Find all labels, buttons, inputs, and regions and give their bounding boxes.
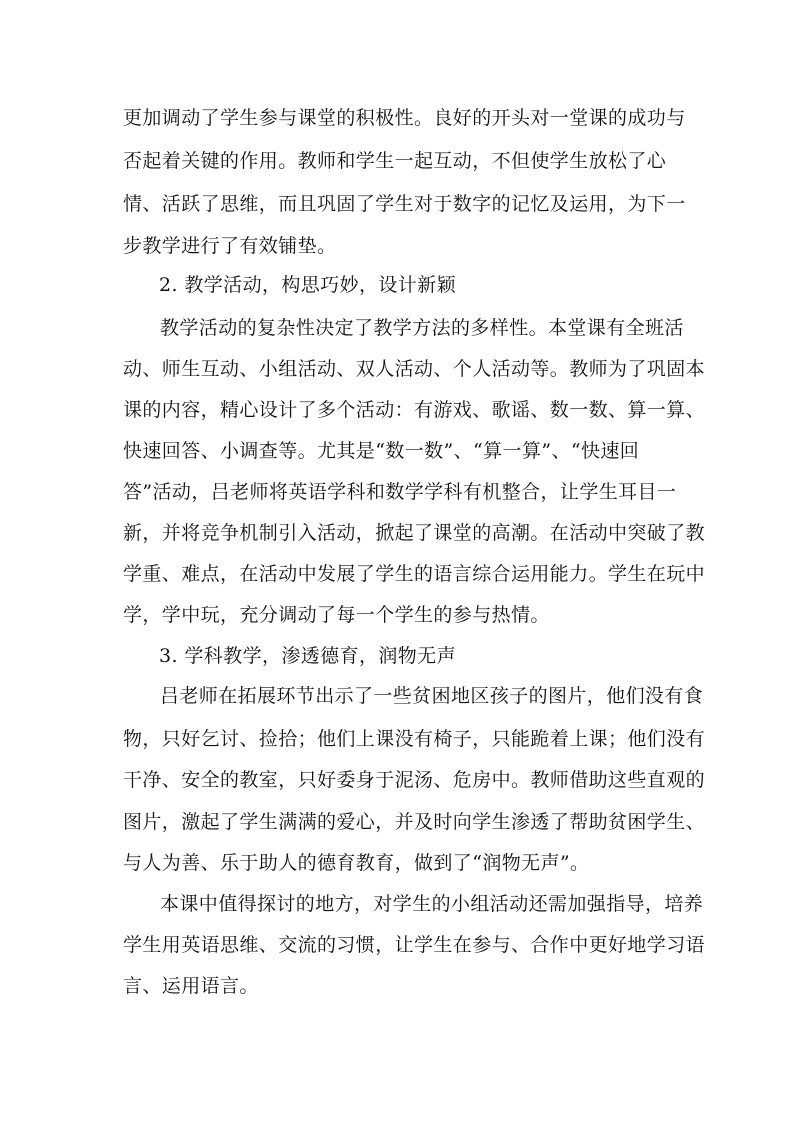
text-line: 学生用英语思维、交流的习惯，让学生在参与、合作中更好地学习语 — [123, 934, 706, 956]
text-line: 学，学中玩，充分调动了每一个学生的参与热情。 — [123, 604, 550, 626]
text-line: 情、活跃了思维，而且巩固了学生对于数字的记忆及运用，为下一 — [123, 193, 686, 215]
text-line: 新，并将竞争机制引入活动，掀起了课堂的高潮。在活动中突破了教 — [123, 522, 706, 544]
text-line: 物，只好乞讨、捡拾；他们上课没有椅子，只能跪着上课；他们没有 — [123, 728, 706, 750]
text-line: 学重、难点，在活动中发展了学生的语言综合运用能力。学生在玩中 — [123, 563, 706, 585]
text-line: 与人为善、乐于助人的德育教育，做到了“润物无声”。 — [123, 852, 590, 874]
text-line: 言、运用语言。 — [123, 975, 259, 997]
text-line: 课的内容，精心设计了多个活动：有游戏、歌谣、数一数、算一算、 — [123, 399, 706, 421]
section-heading: 3. 学科教学，渗透德育，润物无声 — [159, 645, 456, 667]
text-line: 否起着关键的作用。教师和学生一起互动，不但使学生放松了心 — [123, 150, 667, 172]
section-heading: 2. 教学活动，构思巧妙，设计新颖 — [159, 274, 456, 296]
text-line: 步教学进行了有效铺垫。 — [123, 235, 337, 257]
text-line: 干净、安全的教室，只好委身于泥汤、危房中。教师借助这些直观的 — [123, 769, 706, 791]
text-line: 教学活动的复杂性决定了教学方法的多样性。本堂课有全班活 — [160, 317, 684, 339]
text-line: 动、师生互动、小组活动、双人活动、个人活动等。教师为了巩固本 — [123, 358, 706, 380]
text-line: 快速回答、小调查等。尤其是“数一数”、“算一算”、“快速回 — [123, 440, 640, 462]
text-line: 图片，激起了学生满满的爱心，并及时向学生渗透了帮助贫困学生、 — [123, 811, 706, 833]
text-line: 本课中值得探讨的地方，对学生的小组活动还需加强指导，培养 — [160, 893, 704, 915]
text-line: 更加调动了学生参与课堂的积极性。良好的开头对一堂课的成功与 — [123, 107, 686, 129]
text-line: 答”活动，吕老师将英语学科和数学学科有机整合，让学生耳目一 — [123, 481, 677, 503]
text-line: 吕老师在拓展环节出示了一些贫困地区孩子的图片，他们没有食 — [160, 685, 704, 707]
